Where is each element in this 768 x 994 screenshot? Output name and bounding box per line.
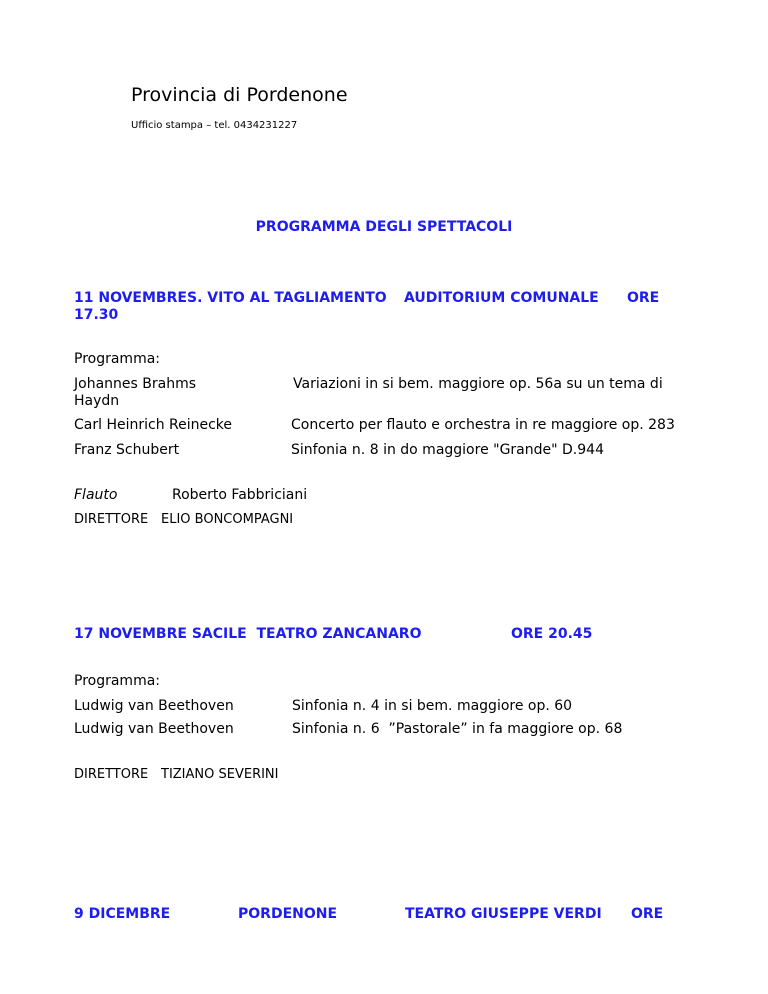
conductor-name: TIZIANO SEVERINI xyxy=(161,767,279,782)
program-label: Programma: xyxy=(74,673,161,689)
work: Sinfonia n. 6 ”Pastorale” in fa maggiore op. 68 xyxy=(292,721,623,737)
event-town: S. VITO AL TAGLIAMENTO xyxy=(187,290,387,306)
event-time-label: ORE xyxy=(631,906,664,922)
conductor-role: DIRETTORE xyxy=(74,512,149,527)
page-heading: PROGRAMMA DEGLI SPETTACOLI xyxy=(255,219,513,235)
event-venue: TEATRO GIUSEPPE VERDI xyxy=(405,906,602,922)
event-date: 11 NOVEMBRE xyxy=(74,290,187,306)
work: Sinfonia n. 4 in si bem. maggiore op. 60 xyxy=(292,698,573,714)
composer: Franz Schubert xyxy=(74,442,180,458)
event-venue: AUDITORIUM COMUNALE xyxy=(404,290,599,306)
event-time: 17.30 xyxy=(74,307,119,323)
composer: Ludwig van Beethoven xyxy=(74,721,234,737)
work: Concerto per flauto e orchestra in re maggiore op. 283 xyxy=(291,417,675,433)
composer: Johannes Brahms xyxy=(74,376,196,392)
header-title: Provincia di Pordenone xyxy=(131,84,348,106)
event-town: PORDENONE xyxy=(238,906,338,922)
composer: Ludwig van Beethoven xyxy=(74,698,234,714)
header-subtitle: Ufficio stampa – tel. 0434231227 xyxy=(131,120,298,131)
conductor-name: ELIO BONCOMPAGNI xyxy=(161,512,294,527)
program-label: Programma: xyxy=(74,351,161,367)
event-time-label: ORE xyxy=(627,290,660,306)
composer-continued: Haydn xyxy=(74,393,120,409)
conductor-role: DIRETTORE xyxy=(74,767,149,782)
composer: Carl Heinrich Reinecke xyxy=(74,417,233,433)
soloist-role: Flauto xyxy=(74,487,118,503)
work: Variazioni in si bem. maggiore op. 56a su un tema di xyxy=(293,376,663,392)
work: Sinfonia n. 8 in do maggiore "Grande" D.944 xyxy=(291,442,604,458)
event-date: 9 DICEMBRE xyxy=(74,906,171,922)
soloist-name: Roberto Fabbriciani xyxy=(172,487,308,503)
event-time: ORE 20.45 xyxy=(511,626,593,642)
event-header: 17 NOVEMBRE SACILE TEATRO ZANCANARO xyxy=(74,626,422,642)
